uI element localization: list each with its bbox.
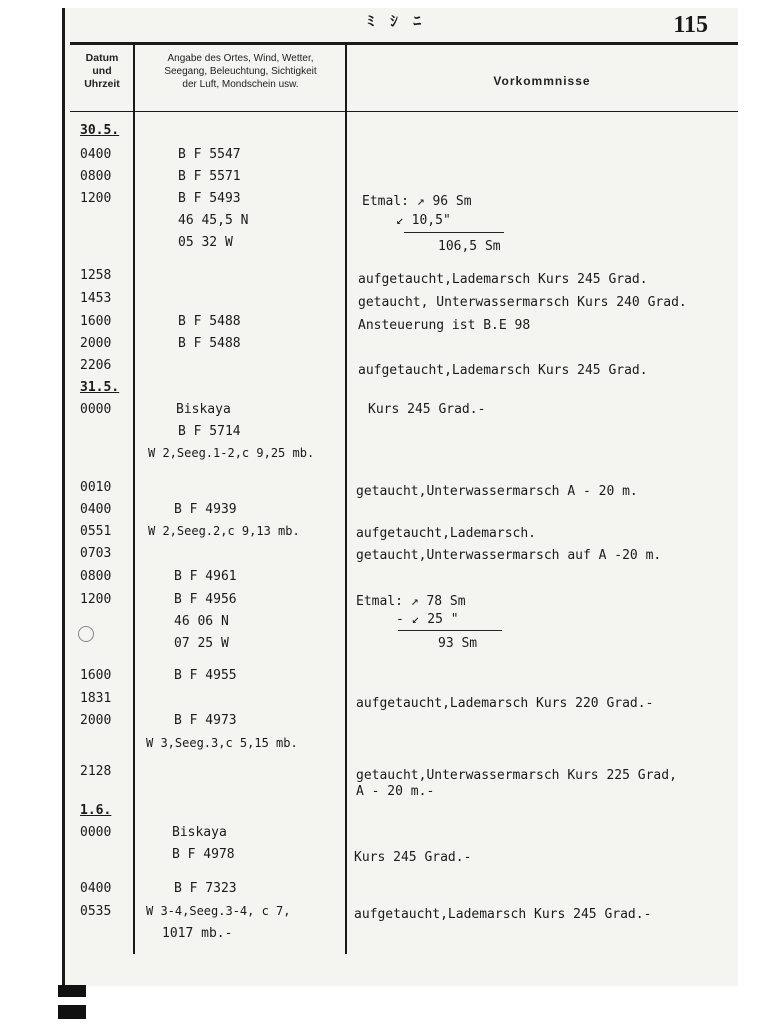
- event-cell: getaucht,Unterwassermarsch Kurs 225 Grad,: [356, 768, 677, 783]
- time-cell: 0400: [80, 881, 112, 896]
- scan-edge-mark: [58, 1005, 86, 1019]
- date-30-5: 30.5.: [80, 123, 120, 138]
- time-cell: 1600: [80, 314, 112, 329]
- place-cell: B F 4973: [174, 713, 237, 728]
- time-cell: 1453: [80, 291, 112, 306]
- time-cell: 1831: [80, 691, 112, 706]
- event-cell: aufgetaucht,Lademarsch Kurs 245 Grad.: [358, 272, 648, 287]
- time-cell: 0400: [80, 502, 112, 517]
- place-cell: B F 5493: [178, 191, 241, 206]
- place-cell: B F 7323: [174, 881, 237, 896]
- top-rule: [70, 42, 738, 45]
- etmal-sum-rule: [404, 232, 504, 233]
- place-cell: B F 5547: [178, 147, 241, 162]
- place-cell: B F 5488: [178, 314, 241, 329]
- place-cell: B F 4956: [174, 592, 237, 607]
- time-cell: 0800: [80, 569, 112, 584]
- time-cell: 0800: [80, 169, 112, 184]
- event-cell: getaucht, Unterwassermarsch Kurs 240 Grad.: [358, 295, 687, 310]
- time-cell: 0551: [80, 524, 112, 539]
- header-date-line-1: Datum: [85, 52, 119, 64]
- time-cell: 2128: [80, 764, 112, 779]
- header-events: Vorkommnisse: [493, 74, 591, 88]
- weather-cell: W 2,Seeg.2,c 9,13 mb.: [148, 524, 300, 538]
- event-cell: Kurs 245 Grad.-: [368, 402, 486, 417]
- time-cell: 0535: [80, 904, 112, 919]
- place-cell: B F 5488: [178, 336, 241, 351]
- place-cell: Biskaya: [172, 825, 227, 840]
- time-cell: 0000: [80, 402, 112, 417]
- place-cell: 05 32 W: [178, 235, 233, 250]
- scan-edge-mark: [58, 985, 86, 997]
- place-cell: B F 5571: [178, 169, 241, 184]
- header-place-line-3: der Luft, Mondschein usw.: [182, 79, 299, 90]
- column-divider-1: [133, 44, 135, 954]
- event-cell: getaucht,Unterwassermarsch auf A -20 m.: [356, 548, 662, 563]
- place-cell: B F 4978: [172, 847, 235, 862]
- event-cell: aufgetaucht,Lademarsch Kurs 220 Grad.-: [356, 696, 654, 711]
- event-cell: A - 20 m.-: [356, 784, 435, 799]
- logbook-page: [62, 8, 738, 986]
- place-cell: B F 4939: [174, 502, 237, 517]
- header-place-line-1: Angabe des Ortes, Wind, Wetter,: [167, 53, 314, 64]
- header-place: [138, 52, 343, 91]
- place-cell: 46 06 N: [174, 614, 229, 629]
- time-cell: 0400: [80, 147, 112, 162]
- time-cell: 1200: [80, 191, 112, 206]
- time-cell: 1600: [80, 668, 112, 683]
- ink-smudge: [78, 626, 94, 642]
- event-cell: aufgetaucht,Lademarsch Kurs 245 Grad.: [358, 363, 648, 378]
- left-margin-line: [62, 8, 65, 986]
- place-cell: B F 5714: [178, 424, 241, 439]
- time-cell: 0703: [80, 546, 112, 561]
- event-cell: Ansteuerung ist B.E 98: [358, 318, 531, 333]
- event-cell: getaucht,Unterwassermarsch A - 20 m.: [356, 484, 638, 499]
- etmal-total: 106,5 Sm: [438, 239, 501, 254]
- weather-cell: 1017 mb.-: [162, 926, 233, 941]
- place-cell: B F 4961: [174, 569, 237, 584]
- column-divider-2: [345, 44, 347, 954]
- etmal-total: 93 Sm: [438, 636, 478, 651]
- weather-cell: W 2,Seeg.1-2,c 9,25 mb.: [148, 446, 315, 460]
- etmal-line-2: ↙ 10,5": [396, 213, 451, 228]
- header-date-line-2: und: [92, 65, 112, 77]
- weather-cell: W 3,Seeg.3,c 5,15 mb.: [146, 736, 298, 750]
- place-cell: B F 4955: [174, 668, 237, 683]
- time-cell: 1258: [80, 268, 112, 283]
- time-cell: 1200: [80, 592, 112, 607]
- etmal-sum-rule: [398, 630, 502, 631]
- event-cell: aufgetaucht,Lademarsch Kurs 245 Grad.-: [354, 907, 652, 922]
- header-date-line-3: Uhrzeit: [84, 78, 120, 90]
- time-cell: 2000: [80, 336, 112, 351]
- date-1-6: 1.6.: [80, 803, 112, 818]
- header-date-time: [72, 52, 132, 91]
- header-rule: [70, 111, 738, 112]
- time-cell: 2206: [80, 358, 112, 373]
- header-place-line-2: Seegang, Beleuchtung, Sichtigkeit: [164, 66, 317, 77]
- time-cell: 0010: [80, 480, 112, 495]
- time-cell: 2000: [80, 713, 112, 728]
- etmal-line-1: Etmal: ↗ 96 Sm: [362, 194, 472, 209]
- event-cell: aufgetaucht,Lademarsch.: [356, 526, 537, 541]
- place-cell: 46 45,5 N: [178, 213, 249, 228]
- date-31-5: 31.5.: [80, 380, 120, 395]
- event-cell: Kurs 245 Grad.-: [354, 850, 472, 865]
- time-cell: 0000: [80, 825, 112, 840]
- weather-cell: W 3-4,Seeg.3-4, c 7,: [146, 904, 291, 918]
- place-cell: Biskaya: [176, 402, 231, 417]
- top-mark: ﾐ ｼ ﾆ: [367, 14, 428, 30]
- page-number: 115: [673, 12, 708, 38]
- etmal-line-2: - ↙ 25 ": [396, 612, 459, 627]
- etmal-line-1: Etmal: ↗ 78 Sm: [356, 594, 466, 609]
- place-cell: 07 25 W: [174, 636, 229, 651]
